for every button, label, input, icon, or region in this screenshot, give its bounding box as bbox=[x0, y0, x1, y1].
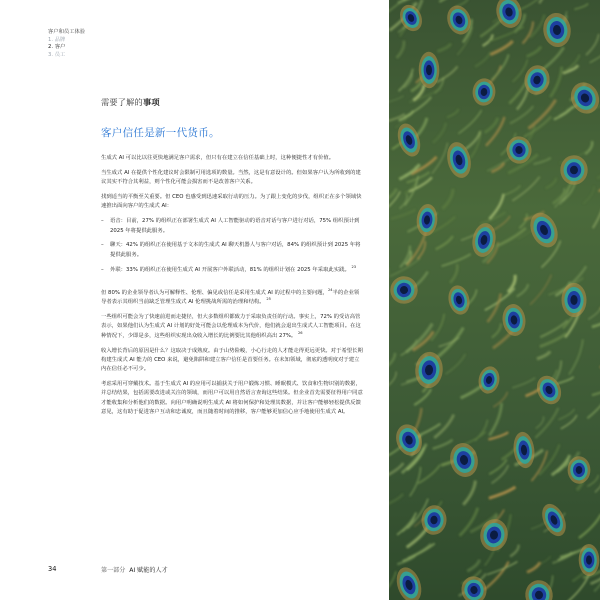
bullet-text: 外联：33% 的组织正在使用生成式 AI 开展客户外联活动，81% 的组织计划在 2025 年采取此实践。 bbox=[110, 266, 350, 273]
kicker-prefix: 需要了解的 bbox=[101, 97, 143, 107]
bullet-dash: – bbox=[101, 242, 104, 249]
peacock-feather-image bbox=[389, 0, 600, 600]
footnote-ref[interactable]: 26 bbox=[297, 330, 303, 335]
section-nav bbox=[48, 29, 85, 59]
paragraph-4 bbox=[101, 289, 363, 308]
nav-title: 客户和员工体验 bbox=[48, 29, 86, 35]
bullet-dash: – bbox=[101, 218, 104, 225]
page-headline: 客户信任是新一代货币。 bbox=[101, 127, 220, 139]
kicker-bold: 事项 bbox=[142, 97, 160, 107]
section-kicker bbox=[101, 97, 363, 108]
nav-item-employee[interactable]: 3. 员工 bbox=[48, 51, 66, 58]
footnote-ref[interactable]: 23 bbox=[351, 264, 357, 269]
footnote-ref[interactable]: 25 bbox=[266, 297, 271, 302]
footer-title: AI 赋能的人才 bbox=[129, 567, 168, 574]
paragraph-3: 找到适当的平衡至关重要。但 CEO 也感受到迅速采取行动的压力。为了跟上变化的步伐，组织正在多个领域快速推出面向客户的生成式 AI： bbox=[101, 194, 362, 210]
page-number: 34 bbox=[48, 565, 57, 573]
paragraph-5 bbox=[101, 313, 363, 341]
peacock-feather-photo bbox=[389, 0, 600, 600]
bullet-text: 语音：目前，27% 的组织正在部署生成式 AI 人工智能驱动的语音对话与客户进行对话，75% 组织预计到 2025 年将提供此服务。 bbox=[110, 218, 360, 234]
footer-part: 第一部分 bbox=[101, 567, 126, 574]
bullet-voice bbox=[101, 217, 363, 236]
paragraph-5-text: 一些组织可能会为了快速前进而走捷径，但大多数组织都致力于采取负责任的行动。事实上，72% 的受访高管表示，如果他们认为生成式 AI 计划的好处可能会以伦理成本为代价，他们就会退出生成式人工智能项目。在这种情况下，少即是多，这些组织实现出众收入增长的比例要比其他组织高出 27%。 bbox=[101, 314, 361, 339]
body-text bbox=[101, 154, 363, 417]
bullet-dash: – bbox=[101, 266, 104, 273]
paragraph-4a: 但 80% 的企业领导者认为可解释性、伦理、偏见或信任是采用生成式 AI 的过程中的主要问题， bbox=[101, 289, 328, 296]
paragraph-4b: 半的企业领导者表示其组织当前缺乏管理生成式 AI 伦理挑战所需的治理和结构。 bbox=[101, 289, 360, 306]
bullet-chat bbox=[101, 241, 363, 260]
main-column bbox=[101, 97, 363, 423]
paragraph-6: 收入增长背后的原因是什么？这取决于成熟度。由于山势险峻，小心行走的人才能走得更远更快。对于希望长期构建生成式 AI 能力的 CEO 来说，避免陷阱和建立客户信任是首要任务。在未知领域，彻底的透明度对于建立内在信任必不可少。 bbox=[101, 347, 363, 373]
paragraph-7: 考虑采用可穿戴技术。基于生成式 AI 的应用可以捕获关于用户锻炼习惯、睡眠模式、饮食和生物识别的数据，并总结结果，包括需要改进或关注的领域，而用户可以用自然语言查询这些结果。但企业首先需要征得用户同意才能收集和分析他们的数据。向用户明确说明生成式 AI 将如何保护和处理其数据，并让客户能够轻松提供反馈意见，这有助于促进客户互动和忠诚度，而且随着时间的推移，客户能够更加信心应手地使用生成式 AI。 bbox=[101, 381, 363, 415]
footer-label bbox=[101, 565, 168, 574]
nav-item-brand[interactable]: 1. 品牌 bbox=[48, 36, 66, 43]
bullet-outreach bbox=[101, 266, 363, 275]
bullet-text: 聊天：42% 的组织正在使用基于文本的生成式 AI 聊天机器人与客户对话，84% 的组织预计到 2025 年将提供此服务。 bbox=[110, 242, 361, 258]
paragraph-2: 当生成式 AI 在提供个性化建议时会限制可用选项的数量。当然，这是有意设计的。但如果客户认为所收到的建议其实不符合其利益，则个性化可能会损害而不是改善客户关系。 bbox=[101, 169, 361, 186]
bullet-list bbox=[101, 217, 363, 275]
footnote-ref[interactable]: 24 bbox=[327, 288, 333, 293]
paragraph-1: 生成式 AI 可以比以往更快地满足客户需求，但只有在建立在信任基础上时，这种便捷性才有价值。 bbox=[101, 155, 335, 161]
nav-item-customer[interactable]: 2. 客户 bbox=[48, 44, 66, 51]
